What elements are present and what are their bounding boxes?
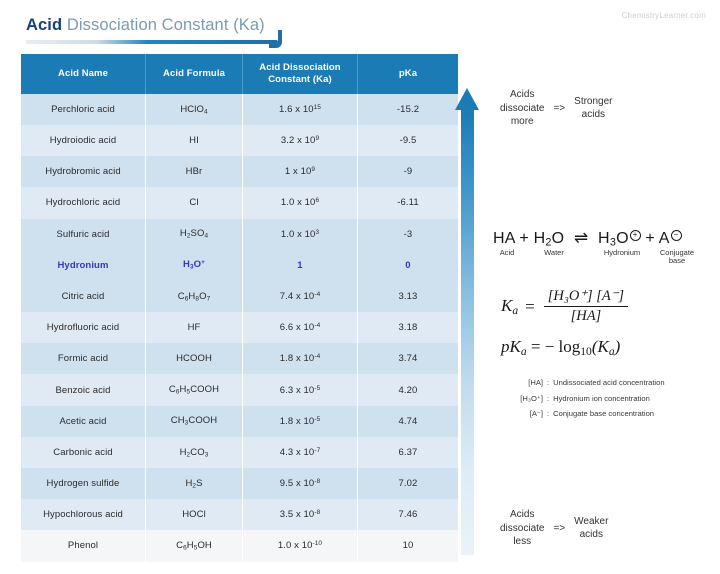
legend-key: [A⁻] xyxy=(529,409,543,419)
column-header-ka xyxy=(243,54,358,94)
cell-ka-value: 7.4 x $10^{-4}$ xyxy=(243,281,358,312)
cell-acid-formula: HClO$_4$ xyxy=(146,94,243,125)
equation-label-hydronium: Hydronium xyxy=(603,247,641,257)
table-row xyxy=(21,374,458,405)
title-corner-accent xyxy=(269,30,282,48)
annotation-top-arrow: => xyxy=(553,102,566,114)
annotation-bottom-left-text xyxy=(500,508,544,549)
cell-ka-value: 1.8 x $10^{-5}$ xyxy=(243,406,358,437)
cell-pka-value: 7.46 xyxy=(358,499,459,530)
annotation-bottom-arrow: => xyxy=(553,522,566,534)
strength-arrow-head-icon xyxy=(455,88,479,110)
page-title xyxy=(26,16,265,35)
equation-label-water: Water xyxy=(544,247,564,257)
cell-pka-value: 4.74 xyxy=(358,406,459,437)
cell-ka-value: 1 x $10^9$ xyxy=(243,156,358,187)
cell-acid-name: Carbonic acid xyxy=(21,437,146,468)
annotation-top-result-line2: acids xyxy=(581,109,606,121)
pka-symbol: $pK_a$ xyxy=(501,337,527,359)
table-header-row xyxy=(21,54,458,94)
strength-arrow-shaft-icon xyxy=(461,108,474,555)
cell-ka-value: 6.6 x $10^{-4}$ xyxy=(243,312,358,343)
cell-acid-name: Hydrobromic acid xyxy=(21,156,146,187)
ka-fraction xyxy=(544,288,628,325)
site-watermark: ChemistryLearner.com xyxy=(621,11,706,20)
annotation-bottom-line3: less xyxy=(513,536,532,547)
legend-key: [H₃O⁺] xyxy=(520,393,543,403)
cell-ka-value: 4.3 x $10^{-7}$ xyxy=(243,437,358,468)
annotation-top-line3: more xyxy=(510,116,534,127)
cell-acid-name: Sulfuric acid xyxy=(21,219,146,250)
cell-pka-value: 0 xyxy=(358,250,459,281)
cell-acid-name: Acetic acid xyxy=(21,406,146,437)
annotation-bottom-result-line2: acids xyxy=(579,529,603,541)
cell-pka-value: -3 xyxy=(358,219,459,250)
legend-separator: : xyxy=(547,393,550,403)
table-row xyxy=(21,94,458,125)
ka-formula-block xyxy=(501,288,628,358)
dissociation-equation xyxy=(493,228,695,271)
column-header-ka-line1: Acid Dissociation xyxy=(259,62,341,73)
cell-acid-name: Perchloric acid xyxy=(21,94,146,125)
title-underline xyxy=(26,40,278,44)
table-row xyxy=(21,530,458,561)
cell-acid-formula: HOCl xyxy=(146,499,243,530)
legend-item xyxy=(497,395,665,404)
charge-plus-icon: + xyxy=(630,230,641,241)
table-body xyxy=(21,94,458,562)
annotation-top-line1: Acids xyxy=(510,89,535,100)
table-row xyxy=(21,281,458,312)
cell-pka-value: 10 xyxy=(358,530,459,561)
cell-acid-formula: HF xyxy=(146,312,243,343)
equation-plus-1: + xyxy=(519,230,529,247)
pka-argument: $(K_a)$ xyxy=(591,337,621,359)
cell-acid-name: Hydroiodic acid xyxy=(21,125,146,156)
annotation-top-result-line1: Stronger xyxy=(574,95,613,107)
equation-line xyxy=(493,228,682,249)
table-row xyxy=(21,499,458,530)
cell-acid-formula: $H_2S$ xyxy=(146,468,243,499)
table-row xyxy=(21,312,458,343)
cell-pka-value: 6.37 xyxy=(358,437,459,468)
legend-text: Hydronium ion concentration xyxy=(553,393,650,403)
equation-labels xyxy=(493,247,695,271)
legend-key: [HA] xyxy=(528,378,543,387)
cell-ka-value: 3.5 x $10^{-8}$ xyxy=(243,499,358,530)
cell-acid-formula: $C_6H_8O_7$ xyxy=(146,281,243,312)
cell-acid-name: Hydronium xyxy=(21,250,146,281)
equation-hydronium: $H_3O$ + xyxy=(598,230,641,247)
ka-equals-sign: = xyxy=(525,296,535,316)
cell-acid-formula: $C_6H_5OH$ xyxy=(146,530,243,561)
cell-pka-value: 3.18 xyxy=(358,312,459,343)
equation-label-conjugate-base: Conjugate base xyxy=(659,247,695,266)
column-header-pka: pKa xyxy=(358,54,459,94)
legend-item xyxy=(497,410,665,419)
cell-ka-value: 1.0 x $10^3$ xyxy=(243,219,358,250)
table-row xyxy=(21,250,458,281)
column-header-acid-name: Acid Name xyxy=(21,54,146,94)
cell-ka-value: 6.3 x $10^{-5}$ xyxy=(243,374,358,405)
equation-ha: HA xyxy=(493,230,515,247)
cell-acid-name: Hypochlorous acid xyxy=(21,499,146,530)
annotation-bottom-line1: Acids xyxy=(510,509,535,520)
acid-dissociation-table xyxy=(21,54,458,562)
cell-ka-value: 1.8 x $10^{-4}$ xyxy=(243,343,358,374)
cell-acid-formula: Cl xyxy=(146,187,243,218)
cell-acid-formula: $H_2CO_3$ xyxy=(146,437,243,468)
cell-acid-formula: $C_6H_5COOH$ xyxy=(146,374,243,405)
equation-water: $H_2O$ xyxy=(533,230,565,249)
annotation-top-left-text xyxy=(500,88,544,129)
charge-minus-icon: − xyxy=(671,230,682,241)
cell-pka-value: -6.11 xyxy=(358,187,459,218)
table-row xyxy=(21,125,458,156)
cell-ka-value: 9.5 x $10^{-8}$ xyxy=(243,468,358,499)
cell-acid-name: Benzoic acid xyxy=(21,374,146,405)
annotation-top-right-text xyxy=(574,95,612,122)
legend-separator: : xyxy=(547,378,550,387)
table-row xyxy=(21,343,458,374)
table-row xyxy=(21,406,458,437)
cell-ka-value: 3.2 x $10^9$ xyxy=(243,125,358,156)
table-row xyxy=(21,156,458,187)
cell-ka-value: 1.0 x $10^6$ xyxy=(243,187,358,218)
cell-ka-value: 1.6 x $10^{15}$ xyxy=(243,94,358,125)
ka-numerator: [H₃O⁺] [A⁻] xyxy=(547,288,625,304)
equation-conjugate: A − xyxy=(659,230,682,247)
annotation-top-line2: dissociate xyxy=(500,102,545,114)
cell-ka-value: 1 xyxy=(243,250,358,281)
cell-acid-name: Hydrofluoric acid xyxy=(21,312,146,343)
cell-acid-name: Hydrochloric acid xyxy=(21,187,146,218)
column-header-acid-formula: Acid Formula xyxy=(146,54,243,94)
cell-pka-value: -9.5 xyxy=(358,125,459,156)
cell-acid-formula: HCOOH xyxy=(146,343,243,374)
table-row xyxy=(21,468,458,499)
annotation-bottom-line2: dissociate xyxy=(500,522,545,534)
equation-plus-2: + xyxy=(645,230,655,247)
table-row xyxy=(21,219,458,250)
table-row xyxy=(21,437,458,468)
annotation-bottom-result-line1: Weaker xyxy=(574,515,609,527)
annotation-stronger-acids xyxy=(500,88,613,129)
cell-pka-value: 4.20 xyxy=(358,374,459,405)
ka-symbol: $K_a$ xyxy=(501,296,519,318)
title-light-words: Dissociation Constant (Ka) xyxy=(62,16,265,34)
cell-pka-value: -15.2 xyxy=(358,94,459,125)
cell-pka-value: -9 xyxy=(358,156,459,187)
cell-acid-formula: $CH_3COOH$ xyxy=(146,406,243,437)
title-strong-word: Acid xyxy=(26,16,63,34)
cell-acid-name: Formic acid xyxy=(21,343,146,374)
cell-acid-name: Citric acid xyxy=(21,281,146,312)
cell-acid-name: Hydrogen sulfide xyxy=(21,468,146,499)
cell-acid-formula: HI xyxy=(146,125,243,156)
cell-acid-name: Phenol xyxy=(21,530,146,561)
cell-pka-value: 7.02 xyxy=(358,468,459,499)
cell-pka-value: 3.13 xyxy=(358,281,459,312)
column-header-ka-line2: Constant (Ka) xyxy=(268,73,332,85)
legend-text: Undissociated acid concentration xyxy=(553,378,665,387)
cell-acid-formula: $H_2SO_4$ xyxy=(146,219,243,250)
table-row xyxy=(21,187,458,218)
equilibrium-arrow-icon: ⇌ xyxy=(573,228,589,247)
equation-label-acid: Acid xyxy=(499,247,515,257)
legend-text: Conjugate base concentration xyxy=(553,409,655,419)
cell-acid-formula: $H_3O^+$ xyxy=(146,250,243,281)
legend-separator: : xyxy=(547,409,550,419)
formula-legend xyxy=(497,379,665,426)
cell-ka-value: 1.0 x $10^{-10}$ xyxy=(243,530,358,561)
annotation-bottom-right-text xyxy=(574,515,608,542)
pka-equation xyxy=(501,337,628,358)
annotation-weaker-acids xyxy=(500,508,608,549)
legend-item xyxy=(497,379,665,388)
cell-acid-formula: HBr xyxy=(146,156,243,187)
pka-log-base: 10 xyxy=(580,345,592,359)
ka-equation xyxy=(501,288,628,325)
cell-pka-value: 3.74 xyxy=(358,343,459,374)
pka-rhs: = − log xyxy=(530,337,581,357)
ka-denominator: [HA] xyxy=(570,308,602,325)
